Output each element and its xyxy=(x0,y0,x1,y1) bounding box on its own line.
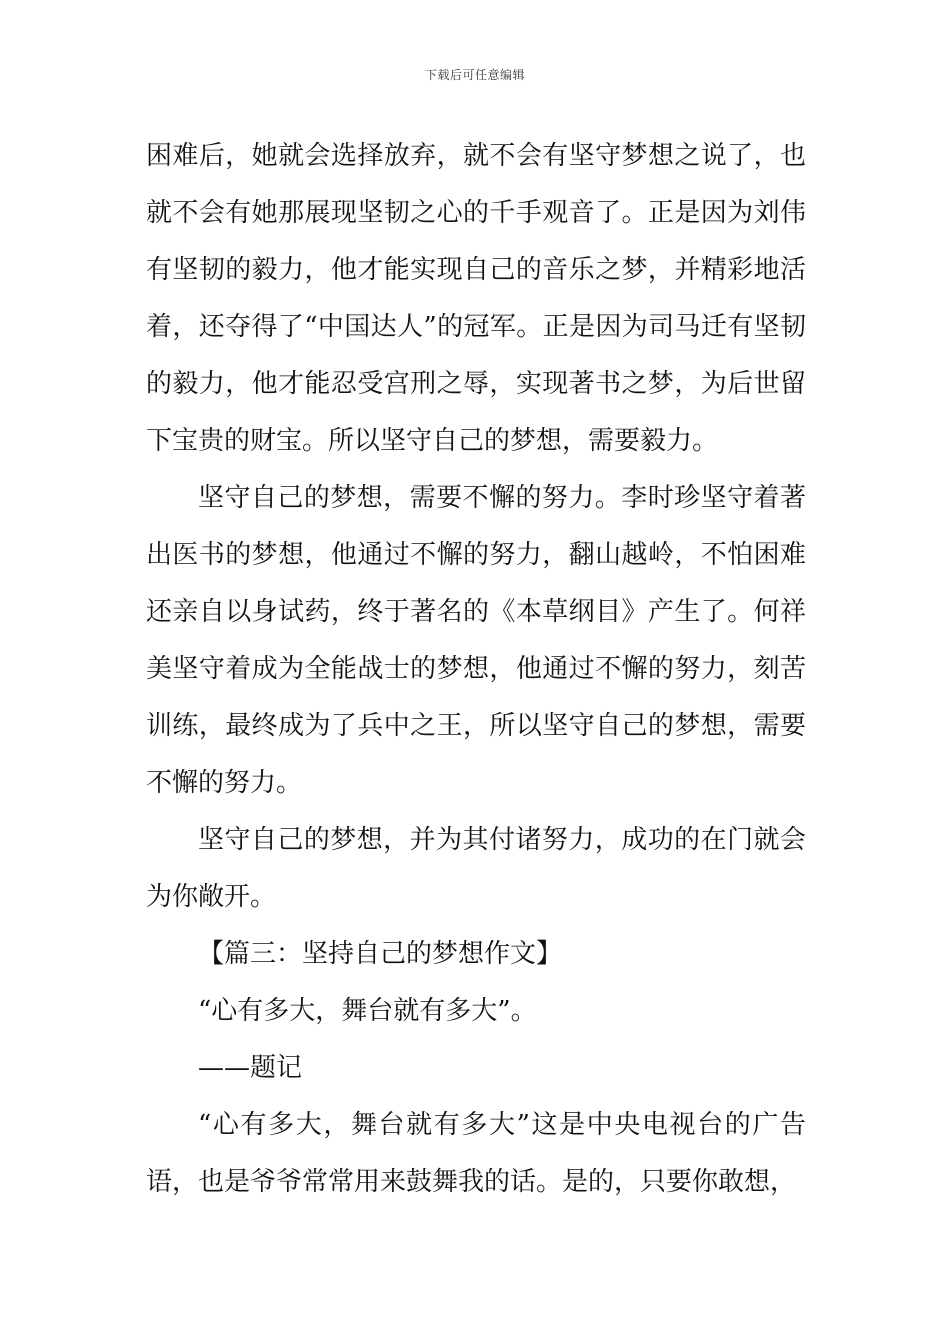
section-heading: 【篇三：坚持自己的梦想作文】 xyxy=(198,939,563,969)
paragraph-4: “心有多大，舞台就有多大”这是中央电视台的广告语，也是爷爷常常用来鼓舞我的话。是的，只要你敢想， xyxy=(146,1110,806,1197)
paragraph-2: 坚守自己的梦想，需要不懈的努力。李时珍坚守着著出医书的梦想，他通过不懈的努力，翻山越岭，不怕困难还亲自以身试药，终于著名的《本草纲目》产生了。何祥美坚守着成为全能战士的梦想，他通过不懈的努力，刻苦训练，最终成为了兵中之王，所以坚守自己的梦想，需要不懈的努力。 xyxy=(146,483,806,798)
epigraph-quote: “心有多大，舞台就有多大”。 xyxy=(198,996,537,1026)
paragraph-3: 坚守自己的梦想，并为其付诸努力，成功的在门就会为你敞开。 xyxy=(146,825,806,912)
paragraph-1: 困难后，她就会选择放弃，就不会有坚守梦想之说了，也就不会有她那展现坚韧之心的千手观音了。正是因为刘伟有坚韧的毅力，他才能实现自己的音乐之梦，并精彩地活着，还夺得了“中国达人”的冠军。正是因为司马迁有坚韧的毅力，他才能忍受宫刑之辱，实现著书之梦，为后世留下宝贵的财宝。所以坚守自己的梦想，需要毅力。 xyxy=(146,141,806,456)
epigraph-attribution: ——题记 xyxy=(198,1053,303,1083)
document-body xyxy=(146,128,806,1211)
page-header: 下载后可任意编辑 xyxy=(424,68,525,82)
